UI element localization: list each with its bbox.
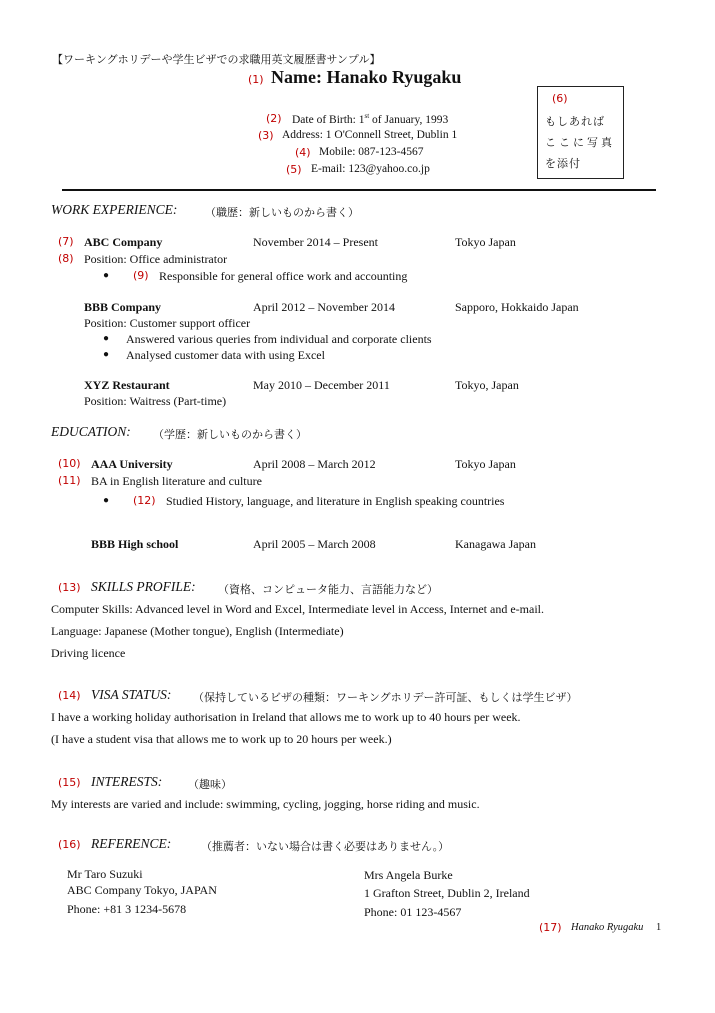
job-location: Tokyo, Japan <box>455 378 519 392</box>
school-dates: April 2005 – March 2008 <box>253 537 376 551</box>
interests-note: （趣味） <box>188 778 232 791</box>
degree: BA in English literature and culture <box>91 474 262 488</box>
reference-1-phone: Phone: +81 3 1234-5678 <box>67 902 187 916</box>
visa-heading: VISA STATUS: <box>91 687 172 702</box>
interests-heading: INTERESTS: <box>91 774 163 789</box>
visa-line: (I have a student visa that allows me to work up to 20 hours per week.) <box>51 732 392 746</box>
school-location: Kanagawa Japan <box>455 537 536 551</box>
school-name: BBB High school <box>91 537 179 551</box>
skills-heading: SKILLS PROFILE: <box>91 579 196 594</box>
work-experience-note: （職歴：新しいものから書く） <box>205 206 359 219</box>
email: E-mail: 123@yahoo.co.jp <box>311 163 430 175</box>
date-of-birth: Date of Birth: 1st of January, 1993 <box>292 112 449 126</box>
skills-language: Language: Japanese (Mother tongue), English (Intermediate) <box>51 624 344 638</box>
education-note: （学歴：新しいものから書く） <box>153 428 307 441</box>
reference-heading: REFERENCE: <box>91 836 172 851</box>
bullet-icon: ● <box>103 333 110 344</box>
header-divider <box>62 189 656 191</box>
job-location: Tokyo Japan <box>455 235 516 249</box>
study-detail: Studied History, language, and literature in English speaking countries <box>166 494 505 508</box>
marker-12: (12) <box>133 494 156 507</box>
job-dates: November 2014 – Present <box>253 235 378 249</box>
footer-name: Hanako Ryugaku <box>571 922 644 933</box>
visa-note: （保持しているビザの種類：ワーキングホリデー許可証、もしくは学生ビザ） <box>193 691 578 704</box>
reference-1-company: ABC Company Tokyo, JAPAN <box>67 883 217 897</box>
marker-5: (5) <box>286 163 302 176</box>
job-duty: Analysed customer data with using Excel <box>126 348 325 362</box>
job-dates: May 2010 – December 2011 <box>253 378 390 392</box>
photo-box <box>537 86 624 179</box>
job-position: Position: Customer support officer <box>84 316 251 330</box>
job-position: Position: Waitress (Part-time) <box>84 394 227 408</box>
work-experience-heading: WORK EXPERIENCE: <box>51 202 178 217</box>
job-company: BBB Company <box>84 300 162 314</box>
resume-name: Name: Hanako Ryugaku <box>271 67 462 87</box>
photo-box-line1: もしあれば <box>545 115 605 128</box>
job-company: XYZ Restaurant <box>84 378 170 392</box>
job-position: Position: Office administrator <box>84 252 228 266</box>
marker-13: (13) <box>58 581 81 594</box>
address: Address: 1 O'Connell Street, Dublin 1 <box>282 129 458 141</box>
marker-8: (8) <box>58 252 74 265</box>
marker-7: (7) <box>58 235 74 248</box>
job-duty: Answered various queries from individual and corporate clients <box>126 332 432 346</box>
marker-10: (10) <box>58 457 81 470</box>
job-dates: April 2012 – November 2014 <box>253 300 395 314</box>
marker-9: (9) <box>133 269 149 282</box>
mobile: Mobile: 087-123-4567 <box>319 146 424 158</box>
photo-box-line2: ここに写真 <box>545 136 615 149</box>
bullet-icon: ● <box>103 270 110 281</box>
job-duty: Responsible for general office work and accounting <box>159 269 408 283</box>
marker-17: (17) <box>539 921 562 934</box>
skills-computer: Computer Skills: Advanced level in Word and Excel, Intermediate level in Access, Internet and e-mail. <box>51 602 544 616</box>
sample-note: 【ワーキングホリデーや学生ビザでの求職用英文履歴書サンプル】 <box>52 53 381 66</box>
school-dates: April 2008 – March 2012 <box>253 457 376 471</box>
marker-1: (1) <box>248 73 264 86</box>
bullet-icon: ● <box>103 349 110 360</box>
interests-text: My interests are varied and include: swimming, cycling, jogging, horse riding and music. <box>51 797 480 811</box>
reference-note: （推薦者：いない場合は書く必要はありません。） <box>201 840 450 853</box>
job-location: Sapporo, Hokkaido Japan <box>455 300 579 314</box>
reference-2-address: 1 Grafton Street, Dublin 2, Ireland <box>364 886 530 900</box>
marker-14: (14) <box>58 689 81 702</box>
marker-16: (16) <box>58 838 81 851</box>
marker-15: (15) <box>58 776 81 789</box>
reference-2-name: Mrs Angela Burke <box>364 868 453 882</box>
marker-3: (3) <box>258 129 274 142</box>
school-name: AAA University <box>91 457 173 471</box>
skills-note: （資格、コンピュータ能力、言語能力など） <box>218 583 438 596</box>
job-company: ABC Company <box>84 235 163 249</box>
photo-box-line3: を添付 <box>545 157 581 170</box>
skills-driving: Driving licence <box>51 646 126 660</box>
page-number: 1 <box>656 922 662 933</box>
school-location: Tokyo Japan <box>455 457 516 471</box>
bullet-icon: ● <box>103 495 110 506</box>
education-heading: EDUCATION: <box>51 424 131 439</box>
reference-2-phone: Phone: 01 123-4567 <box>364 905 462 919</box>
marker-4: (4) <box>295 146 311 159</box>
reference-1-name: Mr Taro Suzuki <box>67 867 143 881</box>
visa-line: I have a working holiday authorisation in Ireland that allows me to work up to 40 hours per week. <box>51 710 521 724</box>
marker-11: (11) <box>58 474 81 487</box>
marker-6: (6) <box>552 92 568 105</box>
marker-2: (2) <box>266 112 282 125</box>
